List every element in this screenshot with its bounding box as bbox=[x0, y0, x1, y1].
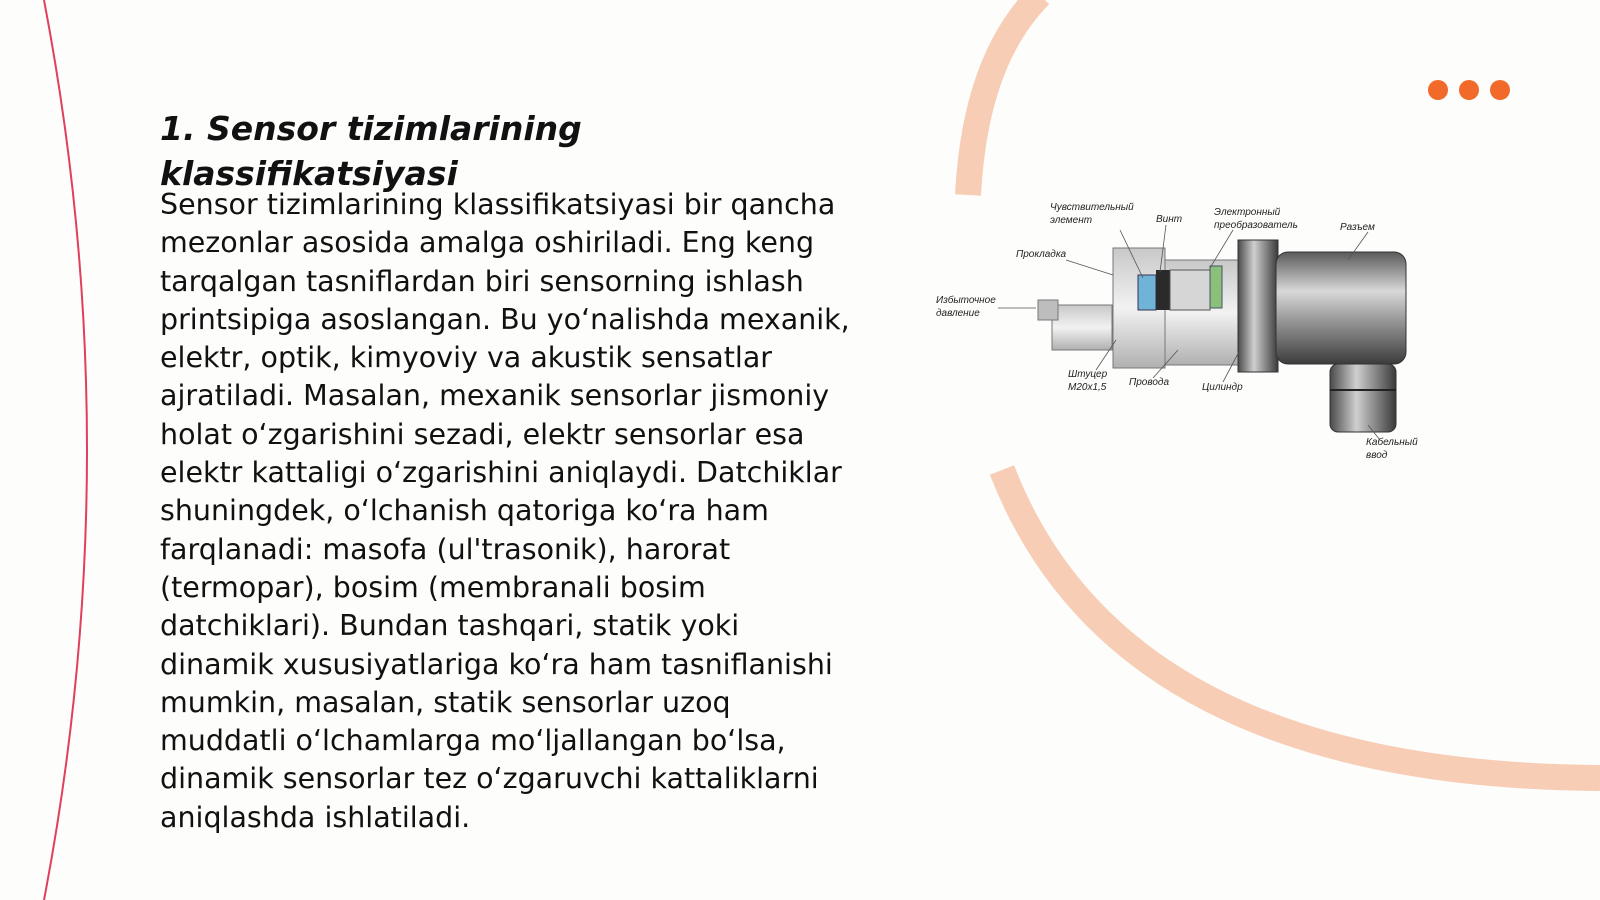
converter-board bbox=[1210, 266, 1222, 308]
slide-title: 1. Sensor tizimlarining klassifikatsiyasi bbox=[160, 109, 582, 193]
label-fitting: Штуцер bbox=[1068, 369, 1108, 380]
peach-arc-bottom bbox=[1002, 470, 1600, 778]
fitting-thread bbox=[1052, 305, 1112, 350]
label-fitting-2: M20x1,5 bbox=[1068, 382, 1107, 393]
peach-arc-top bbox=[968, 0, 1040, 195]
sensing-element bbox=[1138, 275, 1156, 310]
cable-gland bbox=[1330, 364, 1396, 432]
label-sensing-element: Чувствительный bbox=[1050, 202, 1134, 213]
label-gasket: Прокладка bbox=[1016, 249, 1067, 260]
screw bbox=[1156, 270, 1170, 310]
electronic-converter bbox=[1170, 270, 1210, 310]
flange bbox=[1238, 240, 1278, 372]
label-cable-entry: Кабельный bbox=[1366, 437, 1418, 448]
pressure-sensor-diagram bbox=[936, 200, 1448, 480]
label-converter: Электронный bbox=[1214, 207, 1281, 218]
dot bbox=[1459, 80, 1479, 100]
more-dots-icon bbox=[1428, 80, 1510, 100]
label-screw: Винт bbox=[1156, 214, 1183, 225]
label-cable-entry-2: ввод bbox=[1366, 450, 1388, 461]
dot bbox=[1490, 80, 1510, 100]
dot bbox=[1428, 80, 1448, 100]
connector-body bbox=[1276, 252, 1406, 364]
left-red-curve bbox=[44, 0, 87, 900]
label-pressure: Избыточное bbox=[936, 295, 996, 306]
label-sensing-element-2: элемент bbox=[1050, 215, 1093, 226]
label-connector: Разъем bbox=[1340, 222, 1375, 233]
label-wires: Провода bbox=[1129, 377, 1170, 388]
label-converter-2: преобразователь bbox=[1214, 220, 1298, 231]
label-pressure-2: давление bbox=[936, 308, 980, 319]
label-cylinder: Цилиндр bbox=[1202, 382, 1243, 393]
slide-body-text: Sensor tizimlarining klassifikatsiyasi bir qancha mezonlar asosida amalga oshiriladi. Eng keng tarqalgan tasniflardan biri sensorning ishlash printsipiga asoslangan. Bu yo‘nalishda mexanik, elektr, optik, kimyoviy va akustik sensatlar ajratiladi. Masalan, mexanik sensorlar jismoniy holat o‘zgarishini sezadi, elektr sensorlar esa elektr kattaligi o‘zgarishini aniqlaydi. Datchiklar shuningdek, o‘lchanish qatoriga ko‘ra ham farqlanadi: masofa (ul'trasonik), harorat (termopar), bosim (membranali bosim datchiklari). Bundan tashqari, statik yoki dinamik xususiyatlariga ko‘ra ham tasniflanishi mumkin, masalan, statik sensorlar uzoq muddatli o‘lchamlarga mo‘ljallangan bo‘lsa, dinamik sensorlar tez o‘zgaruvchi kattaliklarni aniqlashda ishlatiladi. bbox=[160, 188, 850, 834]
fitting-nose bbox=[1038, 300, 1058, 320]
